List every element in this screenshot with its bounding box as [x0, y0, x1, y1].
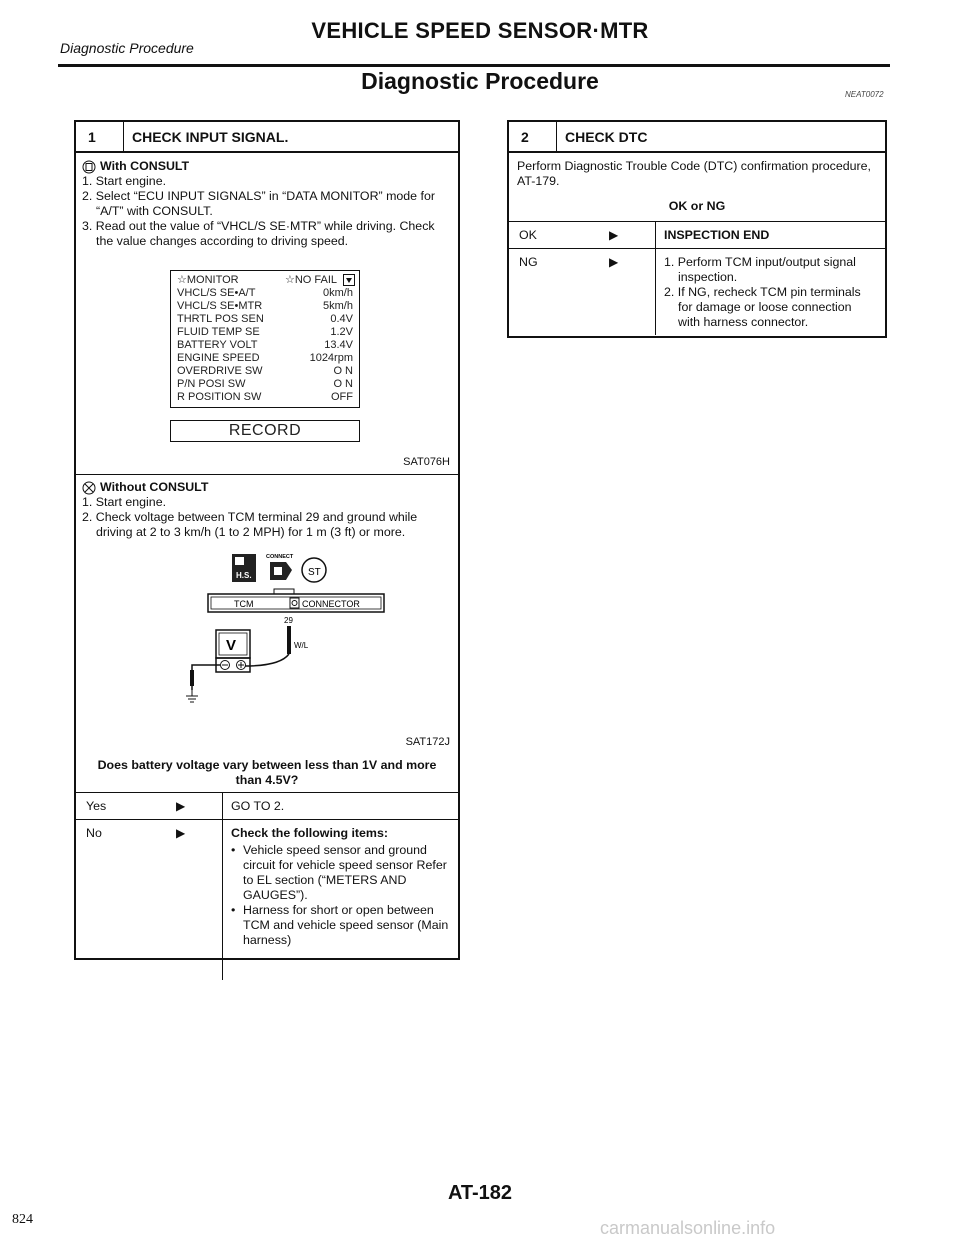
- check-items-title: Check the following items:: [231, 826, 388, 840]
- reference-code: NEAT0072: [845, 90, 884, 99]
- monitor-row-value: O N: [333, 365, 353, 377]
- decision-question: Does battery voltage vary between less than 1V and more than 4.5V?: [97, 758, 437, 787]
- decision-label: OK or NG: [668, 199, 726, 213]
- connect-icon: [266, 554, 294, 580]
- result-action: INSPECTION END: [655, 222, 885, 248]
- monitor-row: [177, 365, 353, 378]
- page-code: AT-182: [447, 1182, 513, 1204]
- terminal-number: 29: [284, 616, 293, 625]
- step1-box: [74, 120, 460, 960]
- monitor-header: [177, 274, 353, 287]
- step1-title: CHECK INPUT SIGNAL.: [132, 129, 289, 145]
- without-consult-section: [82, 480, 450, 540]
- monitor-row-label: THRTL POS SEN: [177, 313, 264, 325]
- list-item: 1. Start engine.: [82, 174, 167, 188]
- monitor-row: [177, 339, 353, 352]
- list-item: • Harness for short or open between TCM and vehicle speed sensor (Main harness): [231, 903, 450, 948]
- monitor-row-label: P/N POSI SW: [177, 378, 246, 390]
- voltmeter-icon: [216, 630, 250, 672]
- with-consult-label: With CONSULT: [100, 159, 190, 173]
- with-consult-steps: [82, 174, 450, 249]
- monitor-row: [177, 313, 353, 326]
- result-action: [655, 249, 885, 335]
- monitor-row-value: 5km/h: [323, 300, 353, 312]
- list-item: • Vehicle speed sensor and ground circuit for vehicle speed sensor Refer to EL section (“METERS AND GAUGES”).: [231, 843, 450, 903]
- result-row-no: [76, 819, 458, 980]
- voltage-check-diagram: [170, 552, 440, 722]
- meter-label: V: [226, 637, 237, 654]
- monitor-row-label: BATTERY VOLT: [177, 339, 258, 351]
- page-title: VEHICLE SPEED SENSOR·MTR: [311, 18, 649, 43]
- monitor-row-value: 1.2V: [330, 326, 353, 338]
- arrow-right-icon: ▶: [609, 228, 619, 242]
- monitor-row-label: VHCL/S SE•A/T: [177, 287, 256, 299]
- monitor-row: [177, 287, 353, 300]
- key-start-icon: [302, 558, 326, 582]
- list-item: 1. Start engine.: [82, 495, 167, 509]
- list-item: 2. If NG, recheck TCM pin terminals for damage or loose connection with harness connector.: [664, 285, 861, 329]
- result-row-ng: [509, 248, 885, 335]
- section-label: Diagnostic Procedure: [60, 40, 194, 56]
- list-item: 2. Check voltage between TCM terminal 29 and ground while driving at 2 to 3 km/h (1 to 2 MPH) for 1 m (3 ft) or more.: [82, 510, 418, 539]
- connect-label: CONNECT: [266, 554, 294, 560]
- monitor-row-value: 0.4V: [330, 313, 353, 325]
- monitor-header-left: ☆MONITOR: [177, 274, 239, 286]
- step1-results: [76, 792, 458, 980]
- monitor-row-label: VHCL/S SE•MTR: [177, 300, 263, 312]
- without-consult-label: Without CONSULT: [100, 480, 209, 494]
- monitor-row: [177, 326, 353, 339]
- figure-code: SAT172J: [405, 736, 450, 748]
- result-action: [222, 820, 458, 980]
- arrow-right-icon: ▶: [609, 255, 619, 269]
- st-label: ST: [308, 567, 321, 578]
- page-number: 824: [12, 1212, 33, 1227]
- wire-color: W/L: [294, 641, 309, 650]
- ng-steps: [664, 255, 877, 330]
- monitor-row-value: 1024rpm: [309, 352, 353, 364]
- result-row-ok: [509, 221, 885, 248]
- monitor-row-value: 0km/h: [323, 287, 353, 299]
- without-consult-steps: [82, 495, 450, 540]
- hs-label: H.S.: [236, 571, 252, 580]
- result-row-yes: [76, 792, 458, 819]
- step2-body: Perform Diagnostic Trouble Code (DTC) confirmation procedure, AT-179.: [517, 159, 871, 188]
- tcm-label: TCM: [234, 599, 254, 609]
- divider: [76, 474, 458, 475]
- monitor-row-label: OVERDRIVE SW: [177, 365, 263, 377]
- list-item: 1. Perform TCM input/output signal inspection.: [664, 255, 856, 284]
- record-button: RECORD: [170, 420, 360, 442]
- result-answer: Yes: [86, 799, 107, 813]
- monitor-row-label: R POSITION SW: [177, 391, 262, 403]
- monitor-row-value: 13.4V: [324, 339, 353, 351]
- check-items-list: [231, 843, 450, 948]
- page-heading: Diagnostic Procedure: [361, 68, 599, 94]
- step2-title: CHECK DTC: [565, 129, 648, 145]
- monitor-header-right: ☆NO FAIL: [284, 274, 337, 286]
- monitor-row-label: ENGINE SPEED: [177, 352, 260, 364]
- step2-number: 2: [509, 122, 557, 151]
- positive-lead: [245, 654, 289, 666]
- with-consult-section: [76, 153, 458, 249]
- step2-header: [509, 122, 885, 153]
- ground-icon: [186, 690, 198, 702]
- no-consult-icon: [82, 481, 96, 495]
- arrow-right-icon: ▶: [176, 799, 186, 813]
- consult-icon: [82, 160, 96, 174]
- figure-code: SAT076H: [403, 456, 450, 468]
- monitor-row-value: O N: [333, 378, 353, 390]
- scroll-down-icon: [343, 274, 355, 286]
- monitor-row-value: OFF: [331, 391, 353, 403]
- step1-number: 1: [76, 122, 124, 151]
- result-action: GO TO 2.: [222, 793, 458, 819]
- list-item: 2. Select “ECU INPUT SIGNALS” in “DATA MONITOR” mode for “A/T” with CONSULT.: [82, 189, 435, 218]
- result-answer: OK: [519, 228, 537, 242]
- step1-header: [76, 122, 458, 153]
- ignition-icon: [232, 554, 256, 582]
- watermark: carmanualsonline.info: [600, 1218, 776, 1238]
- result-answer: NG: [519, 255, 538, 269]
- monitor-row: [177, 378, 353, 391]
- step2-box: [507, 120, 887, 338]
- connector-label: CONNECTOR: [302, 599, 360, 609]
- header-rule: [58, 64, 890, 67]
- arrow-right-icon: ▶: [176, 826, 186, 840]
- consult-monitor-screen: [170, 270, 360, 408]
- monitor-row: [177, 391, 353, 404]
- monitor-row-label: FLUID TEMP SE: [177, 326, 260, 338]
- tcm-connector: [208, 589, 384, 612]
- result-answer: No: [86, 826, 102, 840]
- monitor-row: [177, 352, 353, 365]
- list-item: 3. Read out the value of “VHCL/S SE·MTR” while driving. Check the value changes according to driving speed.: [82, 219, 435, 248]
- monitor-row: [177, 300, 353, 313]
